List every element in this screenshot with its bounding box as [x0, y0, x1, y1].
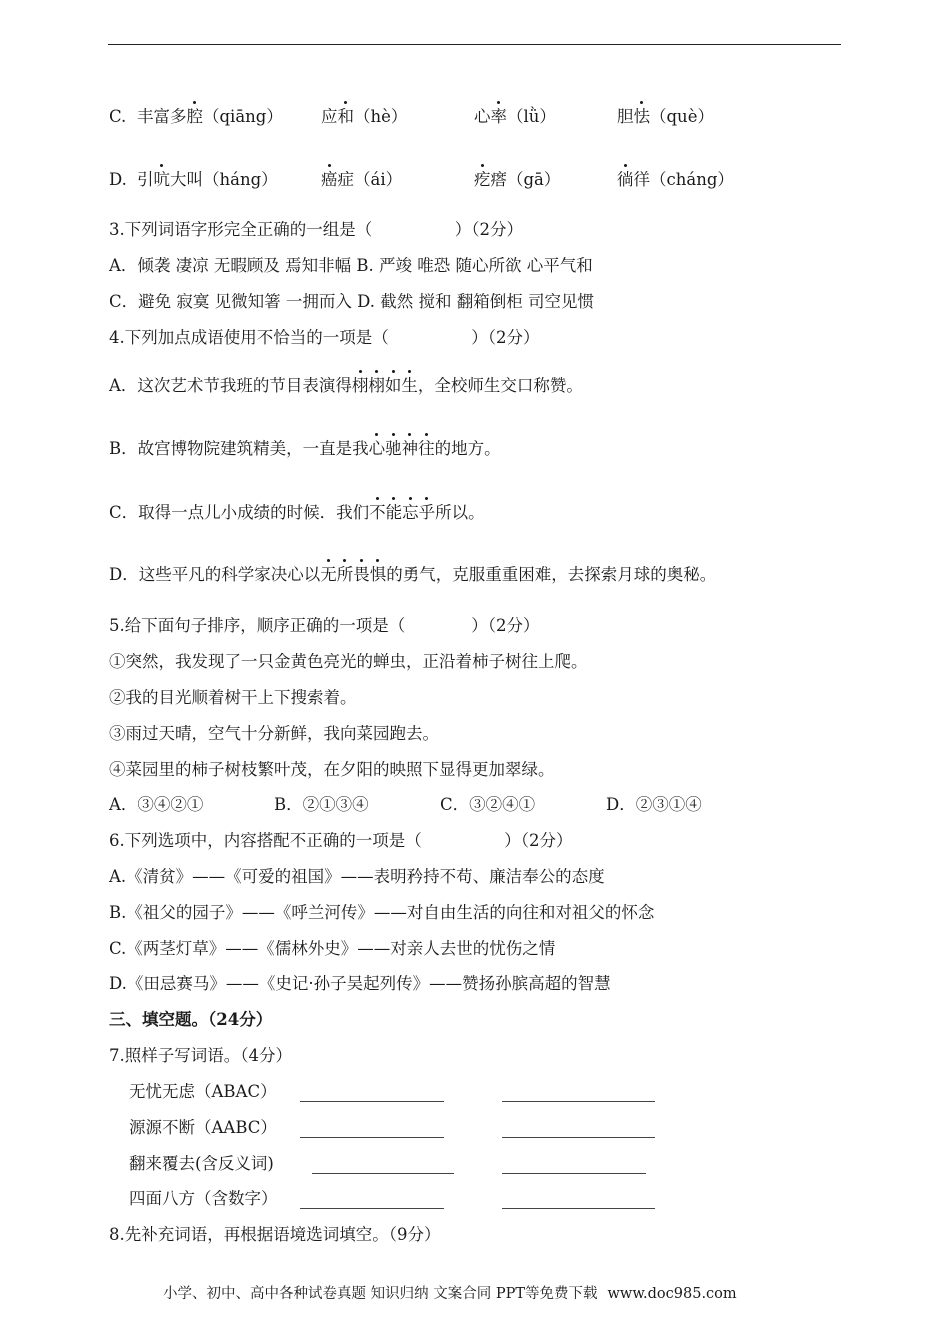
q8-stem: 8.先补充词语，再根据语境选词填空。（9分）: [109, 1225, 441, 1244]
q2c-word2: 应和（hè）: [321, 107, 408, 126]
q5-stem: 5.给下面句子排序，顺序正确的一项是（ ）（2分）: [109, 616, 540, 635]
q4-option-a: A．这次艺术节我班的节目表演得栩栩如生，全校师生交口称赞。: [109, 376, 583, 395]
footer-text: 小学、初中、高中各种试卷真题 知识归纳 文案合同 PPT等免费下载: [163, 1286, 598, 1302]
q4-option-d: D．这些平凡的科学家决心以无所畏惧的勇气，克服重重困难，去探索月球的奥秘。: [109, 565, 717, 584]
q2c-word1: 丰富多腔（qiāng）: [137, 107, 283, 126]
q6-option-c: C.《两茎灯草》——《儒林外史》——对亲人去世的忧伤之情: [109, 939, 556, 958]
q5-option-d: D．②③①④: [606, 795, 702, 814]
q7-blank-3a[interactable]: [312, 1173, 454, 1174]
q2d-letter: D.: [109, 170, 127, 189]
q4-stem: 4.下列加点成语使用不恰当的一项是（ ）（2分）: [109, 328, 540, 347]
q2c-word3: 心率（lǜ）: [474, 107, 556, 126]
q5-option-c: C．③②④①: [440, 795, 536, 814]
q7-blank-1b[interactable]: [502, 1101, 655, 1102]
q7-blank-2b[interactable]: [502, 1137, 655, 1138]
q3-stem: 3.下列词语字形完全正确的一组是（ ）（2分）: [109, 220, 523, 239]
q5-option-a: A．③④②①: [109, 795, 204, 814]
footer-url[interactable]: www.doc985.com: [607, 1286, 737, 1302]
q7-item-2: 源源不断（AABC）: [129, 1118, 277, 1137]
q4-option-c: C．取得一点儿小成绩的时候．我们不能忘乎所以。: [109, 503, 485, 522]
q2d-word2: 癌症（ái）: [321, 170, 403, 189]
q7-blank-4a[interactable]: [300, 1208, 444, 1209]
q5-sentence-3: ③雨过天晴，空气十分新鲜，我向菜园跑去。: [109, 724, 439, 743]
q7-item-4: 四面八方（含数字）: [129, 1189, 278, 1208]
q5-sentence-2: ②我的目光顺着树干上下搜索着。: [109, 688, 357, 707]
q7-item-3: 翻来覆去(含反义词): [129, 1154, 274, 1173]
q2d-word4: 徜徉（cháng）: [617, 170, 734, 189]
q5-option-b: B．②①③④: [274, 795, 369, 814]
q6-option-a: A.《清贫》——《可爱的祖国》——表明矜持不苟、廉洁奉公的态度: [109, 867, 605, 886]
q2d-word1: 引吭大叫（háng）: [137, 170, 278, 189]
q6-option-d: D.《田忌赛马》——《史记·孙子吴起列传》——赞扬孙膑高超的智慧: [109, 974, 611, 993]
q6-option-b: B.《祖父的园子》——《呼兰河传》——对自由生活的向往和对祖父的怀念: [109, 903, 655, 922]
q5-sentence-4: ④菜园里的柿子树枝繁叶茂，在夕阳的映照下显得更加翠绿。: [109, 760, 555, 779]
header-rule: [108, 44, 841, 45]
q7-stem: 7.照样子写词语。（4分）: [109, 1046, 292, 1065]
q3-options-ab: A．倾袭 凄凉 无暇顾及 焉知非幅 B. 严竣 唯恐 随心所欲 心平气和: [109, 256, 593, 275]
q4-option-b: B．故宫博物院建筑精美，一直是我心驰神往的地方。: [109, 439, 501, 458]
q7-blank-4b[interactable]: [502, 1208, 655, 1209]
q7-blank-2a[interactable]: [300, 1137, 444, 1138]
q6-stem: 6.下列选项中，内容搭配不正确的一项是（ ）（2分）: [109, 831, 573, 850]
q2c-word4: 胆怯（què）: [617, 107, 714, 126]
section-3-heading: 三、填空题。（24分）: [109, 1010, 273, 1029]
q2d-word3: 疙瘩（gā）: [474, 170, 561, 189]
q7-blank-1a[interactable]: [300, 1101, 444, 1102]
q7-blank-3b[interactable]: [502, 1173, 646, 1174]
q5-sentence-1: ①突然，我发现了一只金黄色亮光的蝉虫，正沿着柿子树往上爬。: [109, 652, 588, 671]
q7-item-1: 无忧无虑（ABAC）: [129, 1082, 277, 1101]
page-footer: [163, 1284, 737, 1304]
q2c-letter: C.: [109, 107, 127, 126]
q3-options-cd: C．避免 寂寞 见微知箸 一拥而入 D. 截然 搅和 翻箱倒柜 司空见惯: [109, 292, 594, 311]
